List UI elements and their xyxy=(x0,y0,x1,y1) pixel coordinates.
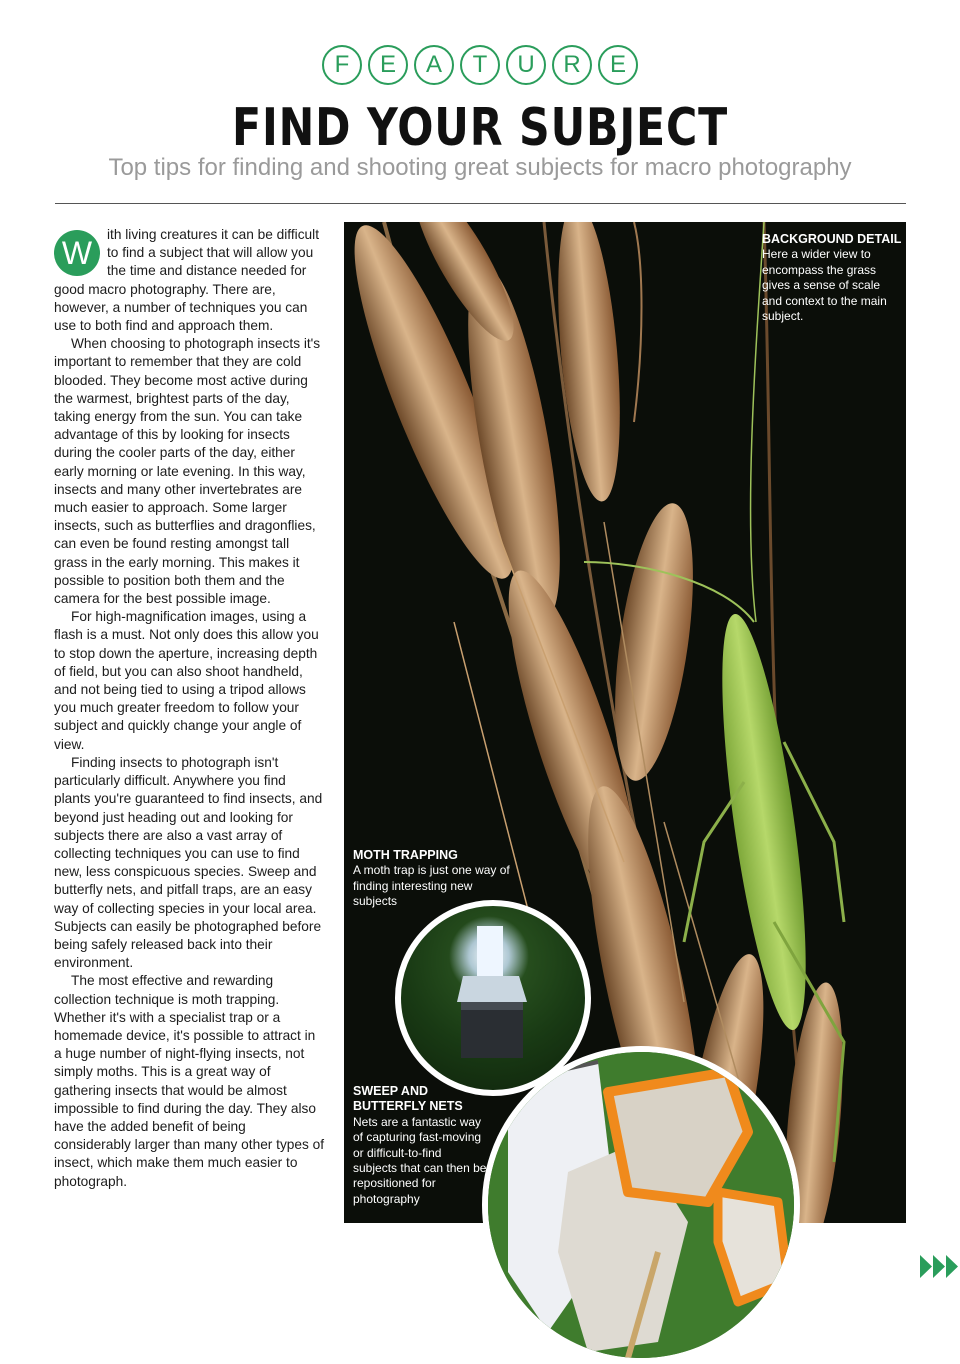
article-paragraph-4: Finding insects to photograph isn't particularly difficult. Anywhere you find plants you're guaranteed to find insects, and beyond just heading out and looking for subjects there are also a vast array of collecting techniques you can use to find new, less conspicuous species. Sweep and butterfly nets, and pitfall traps, are an easy way of collecting species in your local area. Subjects can easily be photographed before being safely released back into their environment. xyxy=(54,754,323,971)
article-paragraph-1: ith living creatures it can be difficult to find a subject that will allow you the time and distance needed for good macro photography. There are, however, a number of techniques you can use to both find and approach them. xyxy=(54,227,320,334)
caption-background-text: Here a wider view to encompass the grass gives a sense of scale and context to the main subject. xyxy=(762,247,887,324)
article-paragraph-3: For high-magnification images, using a flash is a must. Not only does this allow you to stop down the aperture, increasing depth of field, but you can also shoot handheld, and not being tied to using a tripod allows you much greater freedom to follow your subject and quickly change your angle of view. xyxy=(54,609,319,752)
caption-background-title: BACKGROUND DETAIL xyxy=(762,232,902,246)
article-paragraph-5: The most effective and rewarding collection technique is moth trapping. Whether it's with a specialist trap or a homemade device, it's possible to attract in a huge number of night-flying insects, not simply moths. This is a great way of gathering insects that would be almost impossible to find during the day. They also have the added benefit of being considerably larger than many other types of insect, which make them much easier to photograph. xyxy=(54,973,325,1189)
feature-letter-a: A xyxy=(414,45,454,85)
page-title: FIND YOUR SUBJECT xyxy=(232,98,728,158)
moth-trap-illustration xyxy=(401,906,585,1090)
article-paragraph-2: When choosing to photograph insects it's important to remember that they are cold blooded. They become most active during the warmest, brightest parts of the day, taking energy from the sun. You can take advantage of this by looking for insects during the cooler parts of the day, either early morning or late evening. In this way, insects and many other invertebrates are much easier to approach. Some larger insects, such as butterflies and dragonflies, can even be found resting amongst tall grass in the early morning. This makes it possible to position both them and the camera for the best possible image. xyxy=(54,336,321,607)
dropcap: W xyxy=(54,230,100,276)
page-subtitle: Top tips for finding and shooting great subjects for macro photography xyxy=(108,154,852,181)
caption-nets-title: SWEEP AND BUTTERFLY NETS xyxy=(353,1084,463,1114)
header-divider xyxy=(55,203,906,204)
feature-letter-u: U xyxy=(506,45,546,85)
feature-letter-f: F xyxy=(322,45,362,85)
nets-illustration xyxy=(488,1052,794,1358)
feature-badge xyxy=(0,45,960,89)
feature-letter-r: R xyxy=(552,45,592,85)
next-page-arrows xyxy=(920,1253,960,1280)
feature-letter-e2: E xyxy=(598,45,638,85)
caption-background-detail xyxy=(762,232,902,324)
triple-chevron-right-icon[interactable] xyxy=(920,1253,960,1280)
feature-letter-e: E xyxy=(368,45,408,85)
caption-nets-text: Nets are a fantastic way of capturing fast-moving or difficult-to-find subjects that can then be repositioned for photography xyxy=(353,1114,487,1206)
caption-sweep-nets xyxy=(353,1084,488,1207)
feature-letter-t: T xyxy=(460,45,500,85)
article-body xyxy=(54,226,326,1191)
caption-moth-text: A moth trap is just one way of finding interesting new subjects xyxy=(353,863,510,909)
caption-moth-title: MOTH TRAPPING xyxy=(353,848,458,862)
butterfly-nets-photo xyxy=(482,1046,800,1364)
